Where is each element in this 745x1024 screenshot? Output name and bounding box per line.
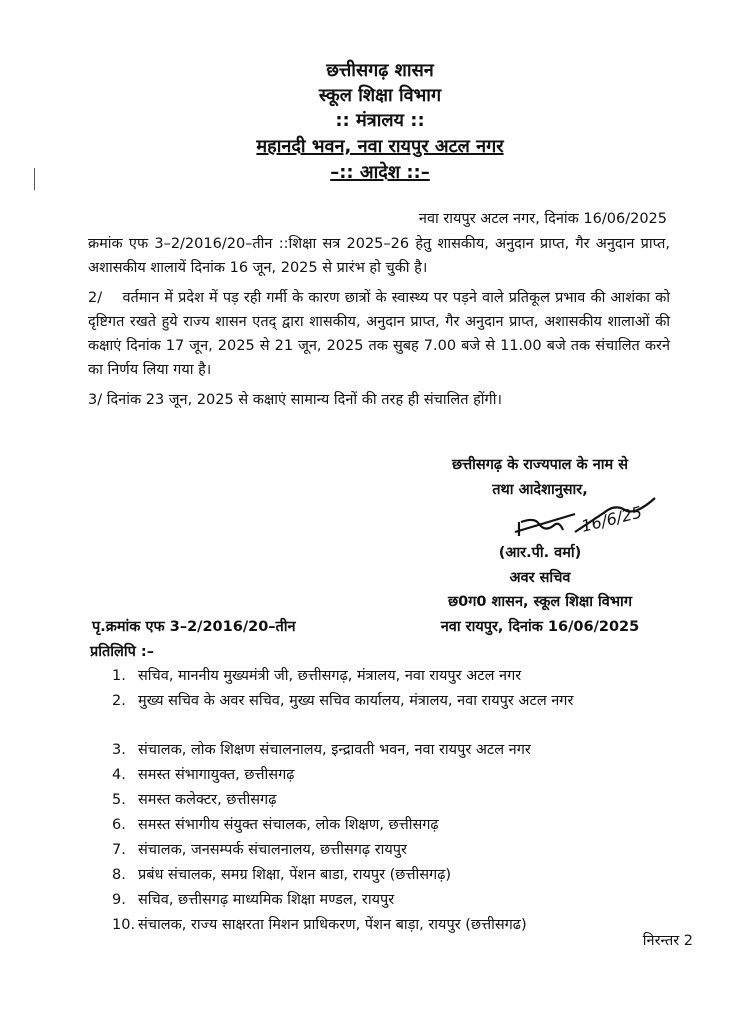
endorsement-number: पृ.क्रमांक एफ 3–2/2016/20–तीन [92, 619, 296, 635]
list-item [112, 888, 672, 912]
item-text: संचालक, जनसम्पर्क संचालनालय, छत्तीसगढ़ रायपुर [138, 842, 407, 858]
list-item [112, 763, 672, 787]
signature-date-text: 16/6/25 [579, 502, 644, 536]
list-item [112, 689, 672, 713]
signatory-name: (आर.पी. वर्मा) [498, 545, 582, 561]
item-text: मुख्य सचिव के अवर सचिव, मुख्य सचिव कार्यालय, मंत्रालय, नवा रायपुर अटल नगर [138, 693, 574, 709]
paragraph-3: 3/ दिनांक 23 जून, 2025 से कक्षाएं सामान्य दिनों की तरह ही संचालित होंगी। [88, 392, 502, 408]
item-text: समस्त कलेक्टर, छत्तीसगढ़ [138, 792, 277, 808]
list-item [112, 913, 672, 937]
signature-date: नवा रायपुर, दिनांक 16/06/2025 [440, 619, 640, 635]
item-text: प्रबंध संचालक, समग्र शिक्षा, पेंशन बाडा, रायपुर (छत्तीसगढ़) [138, 867, 452, 883]
header-ministry: :: मंत्रालय :: [335, 110, 425, 131]
signature-authority-line1: छत्तीसगढ़ के राज्यपाल के नाम से [451, 457, 629, 473]
list-item [112, 664, 672, 688]
header-government: छत्तीसगढ़ शासन [326, 60, 434, 81]
item-number: 8. [112, 867, 126, 883]
signatory-department: छ0ग0 शासन, स्कूल शिक्षा विभाग [448, 594, 632, 610]
item-number: 9. [112, 892, 126, 908]
copy-to-label: प्रतिलिपि :– [90, 644, 154, 660]
item-text: समस्त संभागायुक्त, छत्तीसगढ़ [138, 767, 295, 783]
order-date: नवा रायपुर अटल नगर, दिनांक 16/06/2025 [418, 211, 667, 227]
item-number: 7. [112, 842, 126, 858]
list-item [112, 738, 672, 762]
item-text: संचालक, राज्य साक्षरता मिशन प्राधिकरण, पेंशन बाड़ा, रायपुर (छत्तीसगढ) [138, 917, 527, 933]
signature-mark [505, 492, 665, 542]
list-item [112, 838, 672, 862]
list-item [112, 788, 672, 812]
item-number: 4. [112, 767, 126, 783]
item-number: 1. [112, 668, 126, 684]
item-number: 3. [112, 742, 126, 758]
continued-note: निरन्तर 2 [642, 933, 693, 949]
signature-authority-line2: तथा आदेशानुसार, [492, 482, 588, 498]
header-address: महानदी भवन, नवा रायपुर अटल नगर [256, 136, 504, 157]
item-number: 10. [112, 917, 136, 933]
item-text: सचिव, छत्तीसगढ़ माध्यमिक शिक्षा मण्डल, रायपुर [138, 892, 395, 908]
list-item [112, 813, 672, 837]
scan-mark [34, 168, 35, 190]
item-text: सचिव, माननीय मुख्यमंत्री जी, छत्तीसगढ़, मंत्रालय, नवा रायपुर अटल नगर [138, 668, 522, 684]
item-number: 6. [112, 817, 126, 833]
paragraph-2: 2/ वर्तमान में प्रदेश में पड़ रही गर्मी के कारण छात्रों के स्वास्थ्य पर पड़ने वाले प्रतिकूल प्रभाव की आशंका को दृष्टिगत रखते हुये राज्य शासन एतद् द्वारा शासकीय, अनुदान प्राप्त, गैर अनुदान प्राप्त, अशासकीय शालाओं की कक्षाएं दिनांक 17 जून, 2025 से 21 जून, 2025 तक सुबह 7.00 बजे से 11.00 बजे तक संचालित करने का निर्णय लिया गया है। [88, 290, 675, 378]
item-number: 5. [112, 792, 126, 808]
list-item [112, 863, 672, 887]
paragraph-1: क्रमांक एफ 3–2/2016/20–तीन ::शिक्षा सत्र 2025–26 हेतु शासकीय, अनुदान प्राप्त, गैर अनुदान प्राप्त, अशासकीय शालायें दिनांक 16 जून, 2025 से प्रारंभ हो चुकी है। [88, 236, 670, 276]
item-text: संचालक, लोक शिक्षण संचालनालय, इन्द्रावती भवन, नवा रायपुर अटल नगर [138, 742, 531, 758]
header-department: स्कूल शिक्षा विभाग [318, 85, 442, 106]
signatory-designation: अवर सचिव [509, 570, 571, 586]
header-order-title: –:: आदेश ::– [330, 162, 430, 183]
item-number: 2. [112, 693, 126, 709]
item-text: समस्त संभागीय संयुक्त संचालक, लोक शिक्षण, छत्तीसगढ़ [138, 817, 439, 833]
